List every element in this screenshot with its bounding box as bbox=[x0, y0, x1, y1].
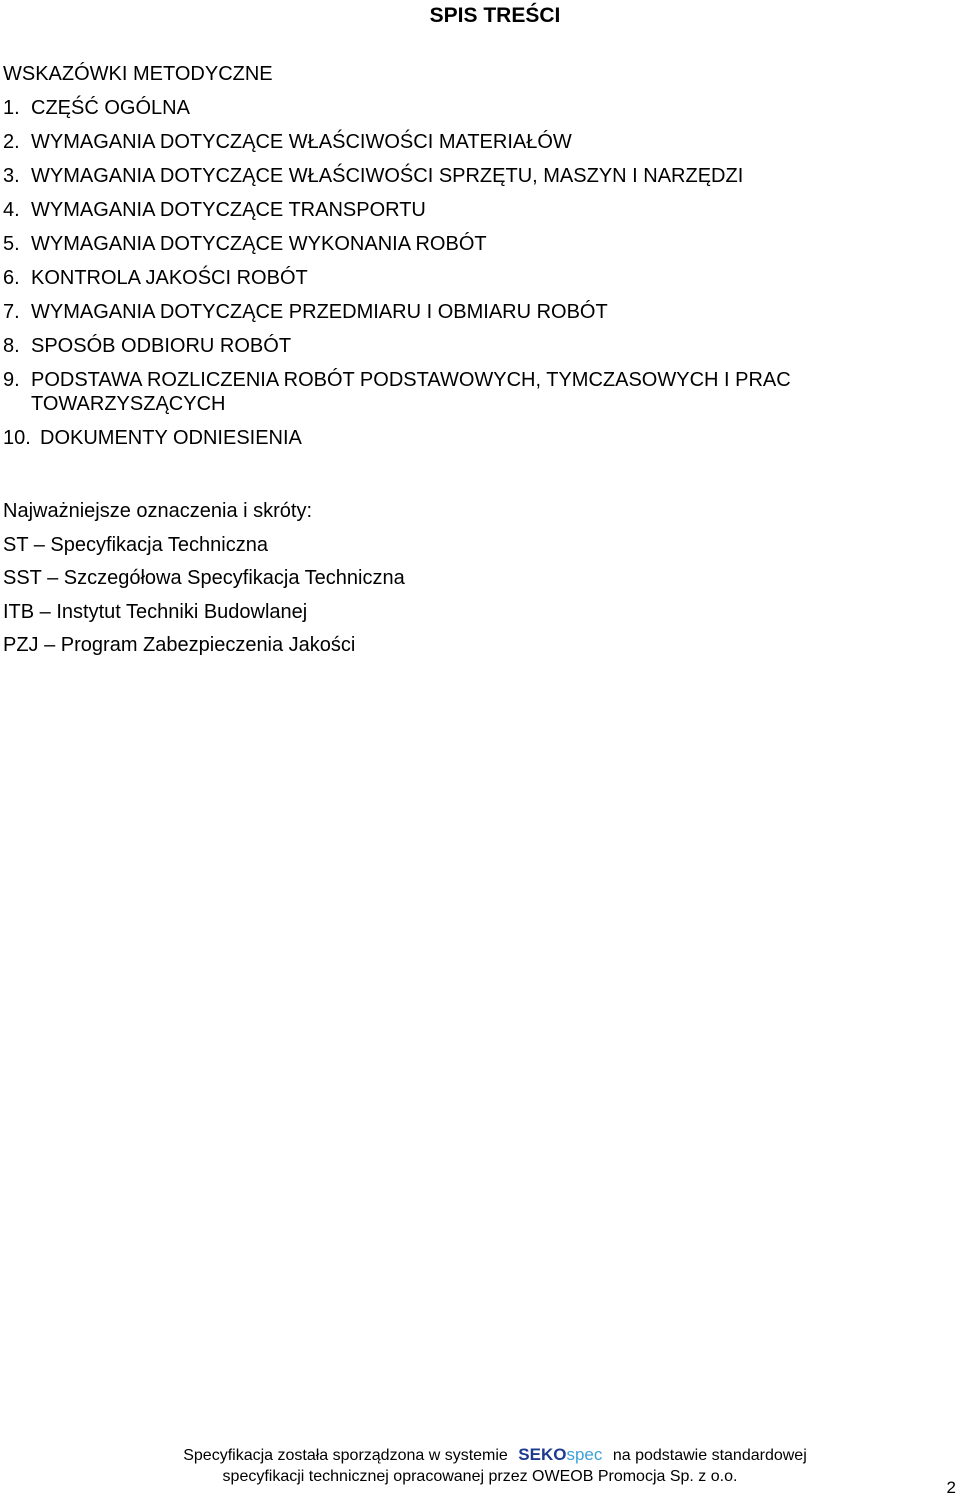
abbreviations-section bbox=[3, 495, 903, 663]
toc-item-number: 8. bbox=[3, 335, 20, 357]
toc-item-number: 7. bbox=[3, 301, 20, 323]
toc-item-number: 10. bbox=[3, 427, 31, 449]
abbreviation-item: ITB – Instytut Techniki Budowlanej bbox=[3, 600, 308, 623]
toc-item bbox=[3, 91, 943, 125]
toc-intro: WSKAZÓWKI METODYCZNE bbox=[3, 63, 273, 85]
toc-item-title: WYMAGANIA DOTYCZĄCE WYKONANIA ROBÓT bbox=[31, 233, 487, 255]
toc-item-number: 6. bbox=[3, 267, 20, 289]
logo-spec: spec bbox=[566, 1445, 603, 1464]
toc-item-title: WYMAGANIA DOTYCZĄCE WŁAŚCIWOŚCI SPRZĘTU, MASZYN I NARZĘDZI bbox=[31, 165, 744, 187]
toc-item-title: WYMAGANIA DOTYCZĄCE PRZEDMIARU I OBMIARU ROBÓT bbox=[31, 301, 608, 323]
toc-item-number: 4. bbox=[3, 199, 20, 221]
toc-item-title: CZĘŚĆ OGÓLNA bbox=[31, 97, 190, 119]
page-number: 2 bbox=[946, 1478, 956, 1497]
toc-item-number: 2. bbox=[3, 131, 20, 153]
logo-seko: SEKO bbox=[518, 1445, 567, 1464]
toc-item bbox=[3, 159, 943, 193]
toc-item-title: PODSTAWA ROZLICZENIA ROBÓT PODSTAWOWYCH, TYMCZASOWYCH I PRAC TOWARZYSZĄCYCH bbox=[31, 369, 791, 415]
footer-line-2: specyfikacji technicznej opracowanej przez OWEOB Promocja Sp. z o.o. bbox=[222, 1468, 738, 1485]
abbreviations-heading: Najważniejsze oznaczenia i skróty: bbox=[3, 500, 313, 522]
footer-line-1 bbox=[0, 1444, 960, 1466]
toc-item-title: DOKUMENTY ODNIESIENIA bbox=[40, 427, 302, 449]
page-title: SPIS TREŚCI bbox=[429, 4, 561, 27]
toc-item bbox=[3, 363, 943, 421]
footer-text-after-logo: na podstawie standardowej bbox=[612, 1447, 807, 1464]
toc-item bbox=[3, 125, 943, 159]
toc-item-number: 9. bbox=[3, 369, 20, 391]
abbreviation-item: PZJ – Program Zabezpieczenia Jakości bbox=[3, 634, 356, 656]
toc-item-number: 5. bbox=[3, 233, 20, 255]
toc-item-title: WYMAGANIA DOTYCZĄCE WŁAŚCIWOŚCI MATERIAŁÓW bbox=[31, 131, 572, 153]
abbreviation-item: ST – Specyfikacja Techniczna bbox=[3, 533, 268, 556]
toc-item-title: KONTROLA JAKOŚCI ROBÓT bbox=[31, 267, 308, 289]
toc-item bbox=[3, 329, 943, 363]
toc-item-number: 1. bbox=[3, 97, 20, 119]
sekospec-logo bbox=[518, 1444, 602, 1465]
toc-item bbox=[3, 421, 943, 455]
abbreviation-item: SST – Szczegółowa Specyfikacja Techniczna bbox=[3, 567, 405, 589]
toc-item-title: WYMAGANIA DOTYCZĄCE TRANSPORTU bbox=[31, 199, 426, 221]
table-of-contents bbox=[3, 57, 943, 455]
toc-item bbox=[3, 295, 943, 329]
toc-item-number: 3. bbox=[3, 165, 20, 187]
toc-item bbox=[3, 193, 943, 227]
toc-item bbox=[3, 261, 943, 295]
toc-item-title: SPOSÓB ODBIORU ROBÓT bbox=[31, 335, 292, 357]
toc-item bbox=[3, 227, 943, 261]
footer-text-before-logo: Specyfikacja została sporządzona w systemie bbox=[183, 1447, 508, 1464]
page-footer bbox=[0, 1444, 960, 1487]
